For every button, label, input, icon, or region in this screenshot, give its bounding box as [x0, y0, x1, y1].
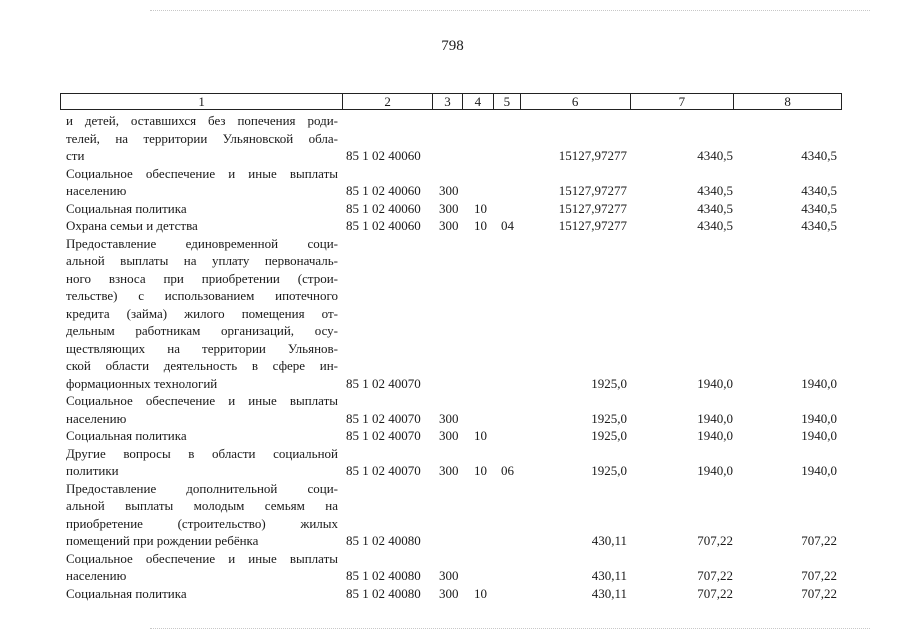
description-line: телей, на территории Ульяновской обла-	[66, 130, 338, 146]
row-values	[0, 375, 905, 393]
description-line: помещений при рождении ребёнка	[66, 533, 259, 548]
budget-code: 85 1 02 40070	[346, 463, 421, 478]
expense-type-code: 300	[439, 568, 459, 583]
amount-col-8: 707,22	[801, 533, 837, 548]
budget-code: 85 1 02 40070	[346, 410, 421, 426]
budget-code: 85 1 02 40080	[346, 533, 421, 548]
table-row	[0, 427, 905, 445]
row-values	[0, 147, 905, 165]
description-line: приобретение (строительство) жилых	[66, 515, 338, 531]
table-row	[0, 165, 905, 200]
budget-code: 85 1 02 40080	[346, 568, 421, 583]
budget-code: 85 1 02 40070	[346, 375, 421, 391]
description-line: населению	[66, 568, 127, 583]
amount-col-8: 4340,5	[801, 200, 837, 216]
description-line: тельстве) с использованием ипотечного	[66, 288, 338, 303]
amount-col-7: 707,22	[697, 533, 733, 548]
header-col-2: 2	[343, 94, 433, 109]
row-values	[0, 217, 905, 235]
section-code: 10	[474, 428, 487, 443]
expense-type-code: 300	[439, 410, 459, 426]
amount-col-6: 1925,0	[591, 375, 627, 391]
budget-code: 85 1 02 40060	[346, 200, 421, 216]
budget-code: 85 1 02 40060	[346, 148, 421, 163]
amount-col-7: 4340,5	[697, 148, 733, 163]
description-line: Предоставление дополнительной соци-	[66, 480, 338, 496]
expense-type-code: 300	[439, 218, 459, 233]
header-col-1: 1	[61, 94, 343, 109]
row-values	[0, 567, 905, 585]
expense-type-code: 300	[439, 183, 459, 198]
page-number: 798	[441, 38, 464, 54]
section-code: 10	[474, 463, 487, 478]
description-line: альной выплаты молодым семьям на	[66, 498, 338, 513]
table-row	[0, 235, 905, 393]
table-header-row	[60, 93, 842, 110]
table-row	[0, 112, 905, 165]
expense-type-code: 300	[439, 428, 459, 443]
description-line: альной выплаты на уплату первоначаль-	[66, 253, 338, 268]
description-line: Предоставление единовременной соци-	[66, 235, 338, 251]
row-values	[0, 182, 905, 200]
row-values	[0, 462, 905, 480]
subsection-code: 06	[501, 463, 514, 478]
amount-col-8: 4340,5	[801, 148, 837, 163]
description-line: сти	[66, 148, 85, 163]
amount-col-8: 707,22	[801, 568, 837, 583]
table-row	[0, 445, 905, 480]
amount-col-8: 1940,0	[801, 410, 837, 426]
amount-col-6: 1925,0	[591, 463, 627, 478]
scan-artifact-bottom	[150, 628, 870, 630]
table-row	[0, 585, 905, 603]
subsection-code: 04	[501, 218, 514, 233]
budget-code: 85 1 02 40060	[346, 218, 421, 233]
description-line: Социальное обеспечение и иные выплаты	[66, 393, 338, 408]
row-description	[66, 235, 338, 393]
budget-code: 85 1 02 40080	[346, 585, 421, 601]
amount-col-8: 707,22	[801, 585, 837, 601]
amount-col-6: 430,11	[591, 533, 627, 548]
description-line: Социальное обеспечение и иные выплаты	[66, 550, 338, 566]
header-col-3: 3	[433, 94, 463, 109]
amount-col-8: 4340,5	[801, 183, 837, 198]
description-line: Социальная политика	[66, 428, 187, 443]
amount-col-7: 1940,0	[697, 375, 733, 391]
header-col-8: 8	[784, 94, 791, 109]
amount-col-7: 707,22	[697, 568, 733, 583]
amount-col-7: 1940,0	[697, 463, 733, 478]
amount-col-7: 4340,5	[697, 183, 733, 198]
expense-type-code: 300	[439, 585, 459, 601]
table-row	[0, 217, 905, 235]
row-values	[0, 200, 905, 218]
amount-col-7: 4340,5	[697, 200, 733, 216]
description-line: Социальная политика	[66, 200, 187, 216]
description-line: Другие вопросы в области социальной	[66, 445, 338, 461]
section-code: 10	[474, 200, 487, 216]
budget-code: 85 1 02 40070	[346, 428, 421, 443]
row-values	[0, 585, 905, 603]
amount-col-8: 4340,5	[801, 218, 837, 233]
table-row	[0, 550, 905, 585]
amount-col-6: 1925,0	[591, 410, 627, 426]
amount-col-7: 1940,0	[697, 428, 733, 443]
row-values	[0, 532, 905, 550]
amount-col-6: 15127,97277	[558, 218, 627, 233]
amount-col-7: 4340,5	[697, 218, 733, 233]
header-col-6: 6	[521, 94, 631, 109]
table-row	[0, 392, 905, 427]
description-line: ществляющих на территории Ульянов-	[66, 340, 338, 356]
section-code: 10	[474, 218, 487, 233]
amount-col-6: 430,11	[591, 568, 627, 583]
description-line: формационных технологий	[66, 375, 218, 391]
amount-col-6: 430,11	[591, 585, 627, 601]
scan-artifact-top	[150, 10, 870, 12]
description-line: ного взноса при приобретении (строи-	[66, 270, 338, 286]
amount-col-8: 1940,0	[801, 375, 837, 391]
amount-col-6: 15127,97277	[558, 148, 627, 163]
expense-type-code: 300	[439, 200, 459, 216]
description-line: и детей, оставшихся без попечения роди-	[66, 113, 338, 128]
header-col-7: 7	[631, 94, 735, 109]
table-row	[0, 200, 905, 218]
row-values	[0, 410, 905, 428]
amount-col-8: 1940,0	[801, 428, 837, 443]
section-code: 10	[474, 585, 487, 601]
budget-code: 85 1 02 40060	[346, 183, 421, 198]
amount-col-6: 15127,97277	[558, 200, 627, 216]
description-line: Социальное обеспечение и иные выплаты	[66, 165, 338, 181]
amount-col-7: 1940,0	[697, 410, 733, 426]
amount-col-8: 1940,0	[801, 463, 837, 478]
table-body	[0, 112, 905, 602]
row-values	[0, 427, 905, 445]
amount-col-7: 707,22	[697, 585, 733, 601]
description-line: населению	[66, 410, 127, 426]
header-col-5: 5	[494, 94, 521, 109]
table-row	[0, 480, 905, 550]
description-line: Охрана семьи и детства	[66, 218, 198, 233]
description-line: дельным работникам организаций, осу-	[66, 323, 338, 338]
amount-col-6: 1925,0	[591, 428, 627, 443]
description-line: политики	[66, 463, 119, 478]
amount-col-6: 15127,97277	[558, 183, 627, 198]
description-line: населению	[66, 183, 127, 198]
description-line: кредита (займа) жилого помещения от-	[66, 305, 338, 321]
expense-type-code: 300	[439, 463, 459, 478]
header-col-4: 4	[463, 94, 494, 109]
description-line: Социальная политика	[66, 585, 187, 601]
description-line: ской области деятельность в сфере ин-	[66, 358, 338, 373]
